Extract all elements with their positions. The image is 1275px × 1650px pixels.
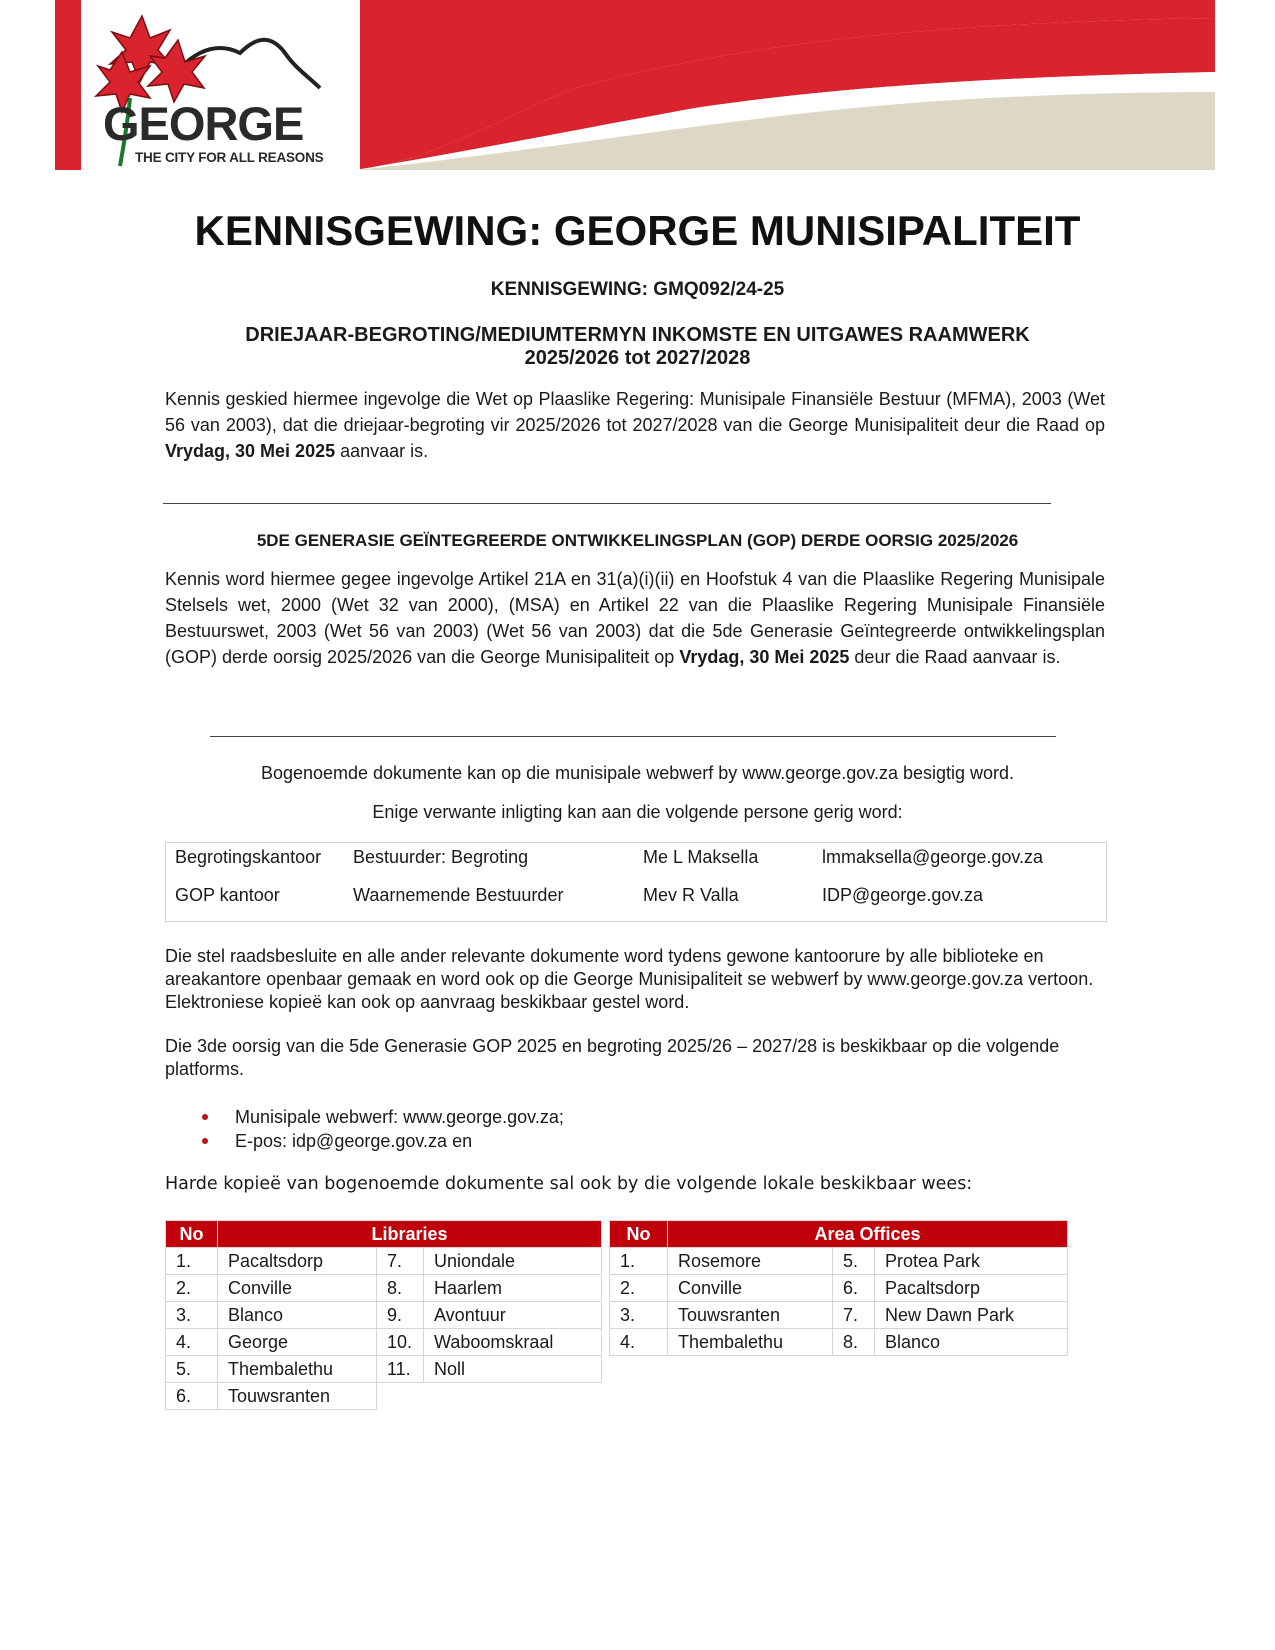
- list-item: [235, 1105, 564, 1129]
- contact-role: Waarnemende Bestuurder: [353, 885, 564, 905]
- office-name: Conville: [668, 1275, 833, 1302]
- library-name: Avontuur: [424, 1302, 602, 1329]
- contact-role: Bestuurder: Begroting: [353, 847, 529, 867]
- table-row: [166, 1329, 602, 1356]
- office-name: Thembalethu: [668, 1329, 833, 1356]
- library-name: Pacaltsdorp: [218, 1248, 377, 1275]
- row-number: 5.: [166, 1356, 218, 1383]
- logo-wordmark: GEORGE: [103, 97, 304, 150]
- library-name: Noll: [424, 1356, 602, 1383]
- row-number: 6.: [833, 1275, 875, 1302]
- table-header-no: No: [610, 1221, 668, 1248]
- row-number: 9.: [377, 1302, 424, 1329]
- logo-tagline: THE CITY FOR ALL REASONS: [135, 150, 324, 165]
- contact-name: Mev R Valla: [643, 885, 739, 905]
- subheading-line2: 2025/2026 tot 2027/2028: [524, 347, 751, 369]
- divider: [163, 503, 1051, 504]
- row-number: 1.: [166, 1248, 218, 1275]
- library-name: Thembalethu: [218, 1356, 377, 1383]
- para1-text: Kennis geskied hiermee ingevolge die Wet op Plaaslike Regering: Munisipale Finansiële Bestuur (MFMA), 2003 (Wet 56 van 2003), dat die driejaar-begroting vir 2025/2026 tot 2027/2028 van die George Munisipaliteit deur die Raad op: [165, 389, 1105, 435]
- hard-copies-text: Harde kopieë van bogenoemde dokumente sal ook by die volgende lokale beskikbaar wees:: [165, 1174, 973, 1194]
- idp-heading: 5DE GENERASIE GEÏNTEGREERDE ONTWIKKELINGSPLAN (GOP) DERDE OORSIG 2025/2026: [256, 531, 1019, 550]
- para2-date: Vrydag, 30 Mei 2025: [679, 647, 850, 667]
- row-number: 10.: [377, 1329, 424, 1356]
- documents-paragraph: Die stel raadsbesluite en alle ander relevante dokumente word tydens gewone kantoorure by alle biblioteke en areakantore openbaar gemaak en word ook op die George Munisipaliteit se webwerf by www.george.gov.za vertoon. Elektroniese kopieë kan ook op aanvraag beskikbaar gestel word.: [165, 946, 1094, 1012]
- office-name: Pacaltsdorp: [875, 1275, 1068, 1302]
- divider: [210, 736, 1056, 737]
- table-header-libraries: Libraries: [218, 1221, 602, 1248]
- bullet-icon: [202, 1138, 208, 1144]
- contact-email[interactable]: IDP@george.gov.za: [822, 885, 984, 905]
- table-row: [166, 1383, 602, 1410]
- library-name: Touwsranten: [218, 1383, 377, 1410]
- row-number: 8.: [833, 1329, 875, 1356]
- table-row: [610, 1275, 1068, 1302]
- row-number: 7.: [833, 1302, 875, 1329]
- contact-office: Begrotingskantoor: [175, 847, 322, 867]
- table-row: [166, 1356, 602, 1383]
- contact-email[interactable]: lmmaksella@george.gov.za: [822, 847, 1044, 867]
- row-number: 4.: [166, 1329, 218, 1356]
- office-name: Touwsranten: [668, 1302, 833, 1329]
- enquiries-text: Enige verwante inligting kan aan die volgende persone gerig word:: [372, 802, 903, 822]
- para2-text: Kennis word hiermee gegee ingevolge Artikel 21A en 31(a)(i)(ii) en Hoofstuk 4 van die Plaaslike Regering Munisipale Stelsels wet, 2000 (Wet 32 van 2000), (MSA) en Artikel 22 van die Plaaslike Regering Munisipale Finansiële Bestuurswet, 2003 (Wet 56 van 2003) (Wet 56 van 2003) dat die 5de Generasie Geïntegreerde ontwikkelingsplan (GOP) derde oorsig 2025/2026 van die George Munisipaliteit op: [165, 569, 1105, 667]
- row-number: 6.: [166, 1383, 218, 1410]
- budget-paragraph: [165, 386, 1105, 464]
- office-name: New Dawn Park: [875, 1302, 1068, 1329]
- contact-name: Me L Maksella: [643, 847, 759, 867]
- area-offices-table: [609, 1220, 1068, 1356]
- library-name: Blanco: [218, 1302, 377, 1329]
- office-name: Rosemore: [668, 1248, 833, 1275]
- libraries-table: [165, 1220, 602, 1410]
- platforms-list: [235, 1105, 564, 1153]
- mountain-outline-icon: [180, 40, 320, 88]
- table-header-area-offices: Area Offices: [668, 1221, 1068, 1248]
- library-name: Waboomskraal: [424, 1329, 602, 1356]
- docs-available-text: Bogenoemde dokumente kan op die munisipale webwerf by www.george.gov.za besigtig word.: [260, 763, 1015, 783]
- list-item: [235, 1129, 564, 1153]
- office-name: Blanco: [875, 1329, 1068, 1356]
- table-row: [610, 1329, 1068, 1356]
- row-number: 5.: [833, 1248, 875, 1275]
- office-name: Protea Park: [875, 1248, 1068, 1275]
- row-number: 4.: [610, 1329, 668, 1356]
- bullet-icon: [202, 1114, 208, 1120]
- row-number: 2.: [166, 1275, 218, 1302]
- table-row: [166, 1248, 602, 1275]
- row-number: 3.: [166, 1302, 218, 1329]
- para1-tail: aanvaar is.: [335, 441, 429, 461]
- para2-tail: deur die Raad aanvaar is.: [849, 647, 1061, 667]
- library-name: George: [218, 1329, 377, 1356]
- row-number: 8.: [377, 1275, 424, 1302]
- library-name: Uniondale: [424, 1248, 602, 1275]
- table-row: [610, 1248, 1068, 1275]
- library-name: Haarlem: [424, 1275, 602, 1302]
- library-name: Conville: [218, 1275, 377, 1302]
- subheading-line1: DRIEJAAR-BEGROTING/MEDIUMTERMYN INKOMSTE EN UITGAWES RAAMWERK: [245, 324, 1030, 346]
- row-number: 11.: [377, 1356, 424, 1383]
- row-number: 1.: [610, 1248, 668, 1275]
- table-row: [610, 1302, 1068, 1329]
- email-link[interactable]: E-pos: idp@george.gov.za en: [235, 1131, 473, 1151]
- notice-number: KENNISGEWING: GMQ092/24-25: [490, 279, 785, 300]
- row-number: 3.: [610, 1302, 668, 1329]
- platforms-paragraph: Die 3de oorsig van die 5de Generasie GOP 2025 en begroting 2025/26 – 2027/28 is beskikbaar op die volgende platforms.: [165, 1036, 1060, 1079]
- table-header-no: No: [166, 1221, 218, 1248]
- table-row: [166, 1302, 602, 1329]
- website-link[interactable]: Munisipale webwerf: www.george.gov.za;: [235, 1107, 564, 1127]
- budget-subheading: [0, 324, 1275, 370]
- contact-office: GOP kantoor: [175, 885, 280, 905]
- para1-date: Vrydag, 30 Mei 2025: [165, 441, 336, 461]
- row-number: 2.: [610, 1275, 668, 1302]
- table-row: [166, 1275, 602, 1302]
- page-title: KENNISGEWING: GEORGE MUNISIPALITEIT: [194, 207, 1081, 254]
- row-number: 7.: [377, 1248, 424, 1275]
- idp-paragraph: [165, 566, 1105, 670]
